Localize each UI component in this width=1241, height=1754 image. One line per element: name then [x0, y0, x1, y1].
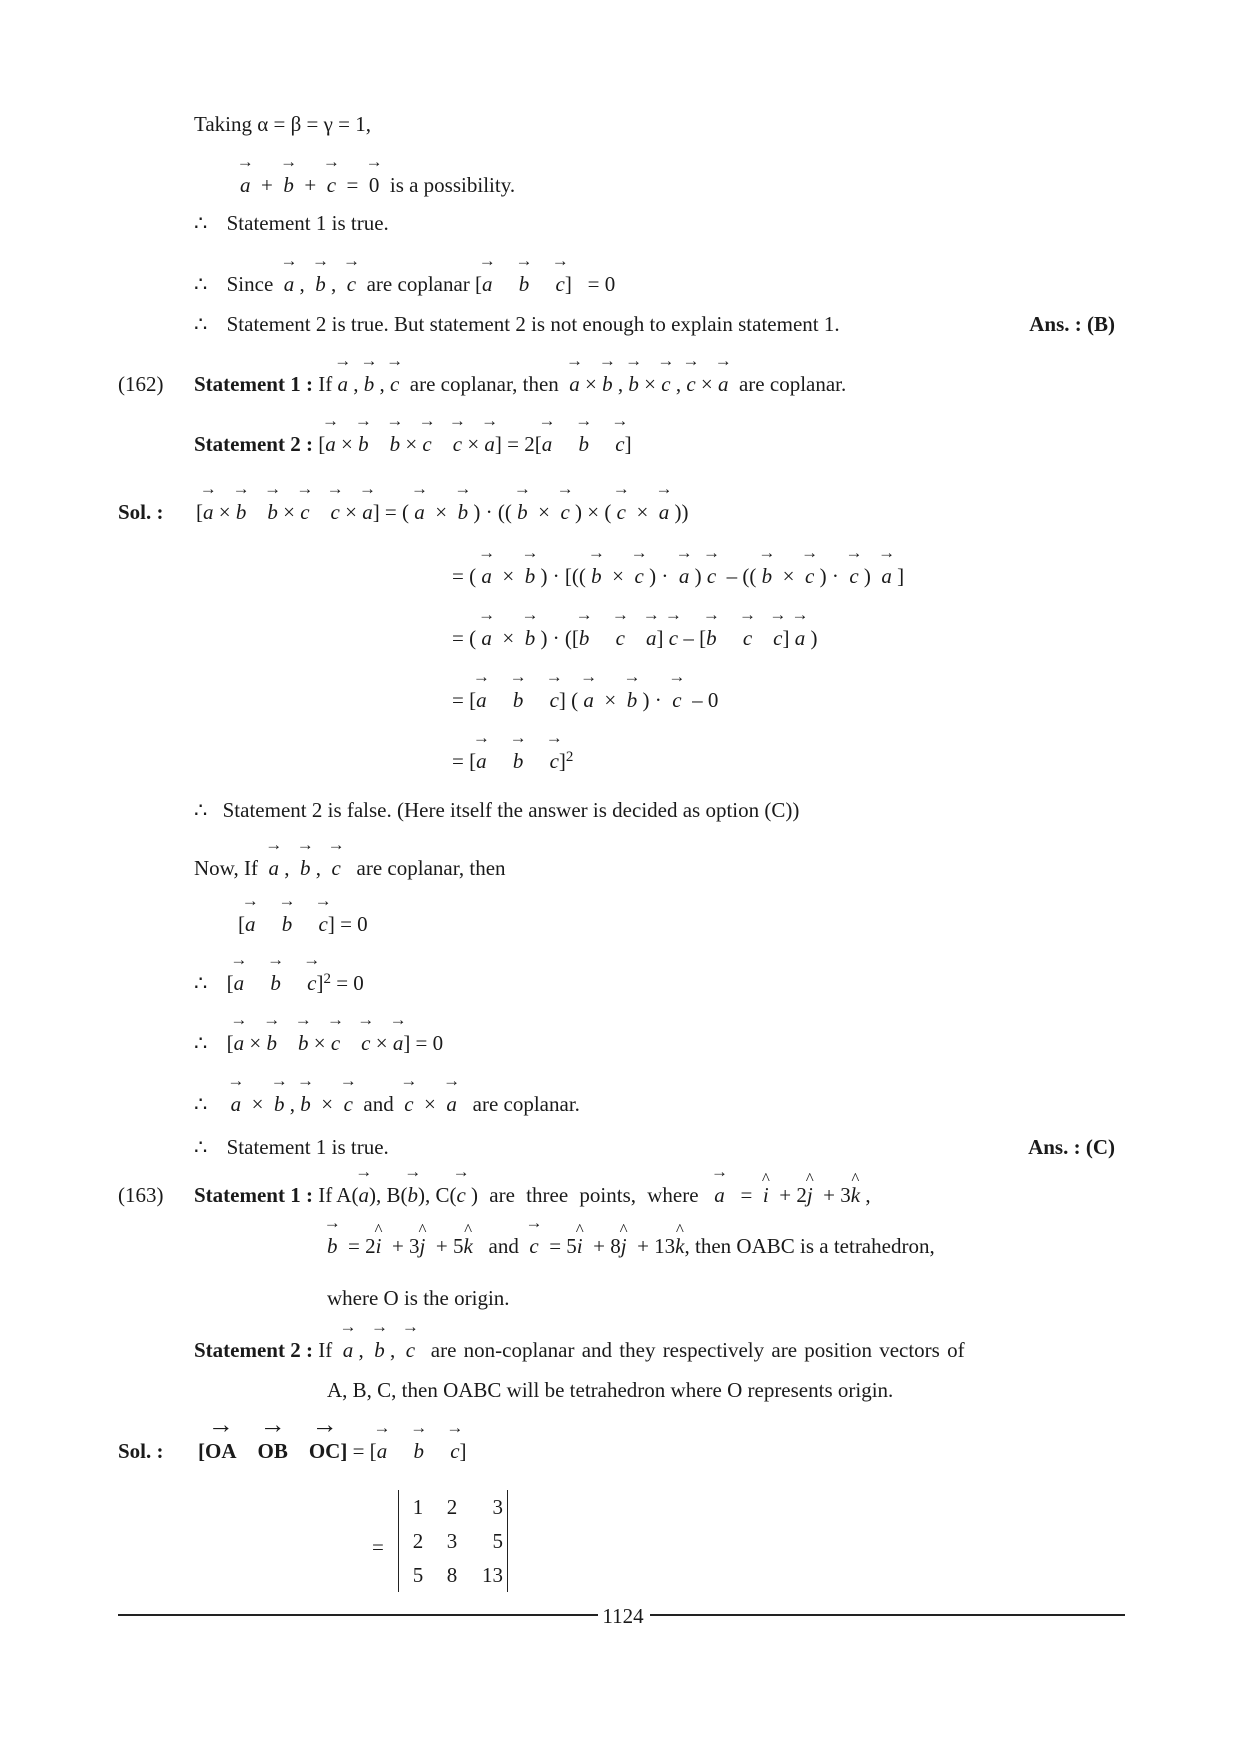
box-product-zero: [→ a → b → c] = 0: [238, 911, 368, 937]
point-a-text: If A(: [318, 1183, 359, 1207]
eq-zero: = 0: [587, 272, 616, 296]
footer-rule-left: [118, 1614, 598, 1616]
stmt1-true-text: Statement 1 is true.: [226, 1135, 389, 1159]
stmt2-true-line: [194, 311, 840, 337]
vector-oa: → OA: [205, 1438, 237, 1464]
det-row: 2 3 5: [412, 1528, 503, 1553]
stmt2-true-text: Statement 2 is true. But statement 2 is not enough to explain statement 1.: [226, 312, 840, 336]
page-number: 1124: [602, 1604, 644, 1628]
non-coplanar-text: are non-coplanar and they respectively are position vectors of: [430, 1338, 965, 1362]
stmt2-false-line: [194, 797, 799, 823]
q163-statement2-cont: A, B, C, then OABC will be tetrahedron where O represents origin.: [327, 1378, 894, 1402]
sol163-line1: [→ OA → OB → OC] = [→ a → b → c]: [198, 1438, 467, 1464]
point-b-text: ), B(: [368, 1183, 408, 1207]
box-product-squared: ∴ [→ a → b → c]$^2$ = 0: [194, 970, 364, 996]
vector-oc: → OC: [309, 1438, 341, 1464]
since-text: Since: [226, 272, 274, 296]
sol162-line2: = ( → a × → b ) · [(( → b × → c ) · → a ) → c – (( → b × → c ) · → c ) → a ]: [452, 563, 904, 589]
det-row: 5 8 13: [412, 1562, 503, 1587]
sol162-line4: = [→ a → b → c] ( → a × → b ) · → c – 0: [452, 687, 718, 713]
q163-statement2: Statement 2 : If → a , → b , → c are non-coplanar and they respectively are position vectors of: [194, 1337, 965, 1363]
answer-c: Ans. : (C): [1028, 1135, 1115, 1159]
possibility-text: is a possibility.: [389, 173, 516, 197]
taking-line: Taking α = β = γ = 1,: [194, 112, 372, 136]
cross-coplanar-line: ∴ → a × → b , → b × → c and → c × → a are coplanar.: [194, 1091, 580, 1117]
statement1-label: Statement 1 :: [194, 372, 313, 396]
therefore-symbol: ∴: [194, 1092, 208, 1116]
determinant: [398, 1490, 508, 1592]
now-if-line: Now, If → a , → b , → c are coplanar, then: [194, 855, 506, 881]
statement2-label: Statement 2 :: [194, 432, 313, 456]
and-text: and: [363, 1092, 394, 1116]
therefore-symbol: ∴: [194, 1135, 208, 1159]
sol-label: Sol. :: [118, 500, 164, 524]
q162-statement2: Statement 2 : [→ a × → b → b × → c → c × → a] = 2[→ a → b → c]: [194, 431, 632, 457]
are-coplanar-then-text: are coplanar, then: [356, 856, 506, 880]
vector-ob: → OB: [258, 1438, 288, 1464]
therefore-symbol: ∴: [194, 272, 208, 296]
det-equals: =: [372, 1535, 384, 1559]
q163-vector-b-c: → b = 2^ i + 3^ j + 5^ k and → c = 5^ i + 8^ j + 13^ k, then OABC is a tetrahedron,: [327, 1233, 935, 1259]
stmt1-true-text: Statement 1 is true.: [226, 211, 389, 235]
if-text: If: [318, 372, 333, 396]
are-coplanar-end: are coplanar.: [738, 372, 847, 396]
therefore-stmt1-line: [194, 210, 389, 236]
coplanar-then-text: are coplanar, then: [409, 372, 559, 396]
q163-origin: where O is the origin.: [327, 1286, 510, 1310]
sol162-line3: = ( → a × → b ) · ([→ b → c → a] → c – [→ b → c → c] → a ): [452, 625, 817, 651]
now-if-text: Now, If: [194, 856, 258, 880]
therefore-symbol: ∴: [194, 971, 208, 995]
point-c-text: ), C(: [417, 1183, 457, 1207]
statement2-label: Statement 2 :: [194, 1338, 313, 1362]
sol162-line5: = [→ a → b → c]$^2$: [452, 748, 573, 774]
therefore-symbol: ∴: [194, 798, 208, 822]
and-text: and: [488, 1234, 519, 1258]
are-coplanar-dot-text: are coplanar.: [472, 1092, 580, 1116]
since-coplanar-line: ∴ Since → a , → b , → c are coplanar [→ a → b → c] = 0: [194, 271, 615, 297]
statement1-label: Statement 1 :: [194, 1183, 313, 1207]
three-points-text: ) are three points, where: [471, 1183, 699, 1207]
vector-sum-line: → a + → b + → c = → 0 is a possibility.: [240, 172, 515, 198]
q162-statement1: Statement 1 : If → a , → b , → c are coplanar, then → a × → b , → b × → c , → c × → a are coplanar.: [194, 371, 846, 397]
therefore-symbol: ∴: [194, 211, 208, 235]
are-coplanar-text: are coplanar: [366, 272, 470, 296]
sol-label-2: Sol. :: [118, 1439, 164, 1463]
stmt1-true-line-2: [194, 1134, 389, 1160]
q163-number: (163): [118, 1183, 164, 1207]
sol162-line1: [→ a × → b → b × → c → c × → a] = ( → a × → b ) · (( → b × → c ) × ( → c × → a )): [196, 499, 689, 525]
therefore-symbol: ∴: [194, 1031, 208, 1055]
answer-b: Ans. : (B): [1029, 312, 1115, 336]
therefore-symbol: ∴: [194, 312, 208, 336]
tetrahedron-text: , then OABC is a tetrahedron,: [684, 1234, 935, 1258]
stmt2-false-text: Statement 2 is false. (Here itself the answer is decided as option (C)): [222, 798, 800, 822]
footer-rule-right: [650, 1614, 1125, 1616]
cross-box-zero: ∴ [→ a × → b → b × → c → c × → a] = 0: [194, 1030, 443, 1056]
q162-number: (162): [118, 372, 164, 396]
q163-statement1: Statement 1 : If A(→ a), B(→ b), C(→ c ) are three points, where → a = ^ i + 2^ j + 3^ k ,: [194, 1182, 871, 1208]
det-row: 1 2 3: [412, 1494, 503, 1519]
